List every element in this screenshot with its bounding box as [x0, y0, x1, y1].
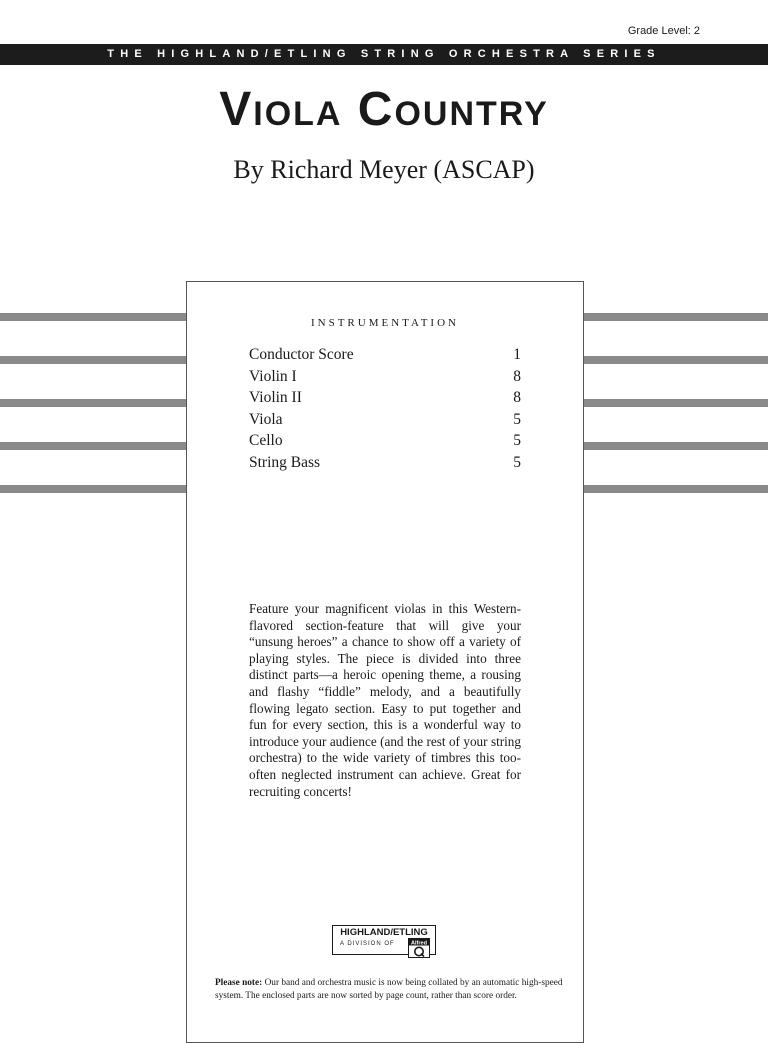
instrument-row — [249, 430, 521, 452]
instrument-count: 5 — [513, 432, 521, 449]
instrument-name: Violin I — [249, 367, 297, 385]
staff-line — [0, 485, 186, 493]
instrument-row — [249, 452, 521, 474]
publisher-logo — [332, 925, 436, 965]
page-title: Viola Country — [219, 83, 549, 136]
staff-line — [0, 313, 186, 321]
info-panel — [186, 281, 584, 1043]
staff-line — [584, 442, 768, 450]
staff-line — [584, 399, 768, 407]
note-label: Please note: — [215, 978, 263, 988]
staff-line — [0, 356, 186, 364]
logo-division-text: A DIVISION OF — [340, 941, 395, 947]
instrument-row — [249, 409, 521, 431]
grade-level: Grade Level: 2 — [627, 25, 700, 37]
staff-line — [584, 485, 768, 493]
composer-byline: By Richard Meyer (ASCAP) — [233, 155, 535, 184]
instrument-row — [249, 366, 521, 388]
please-note — [215, 977, 565, 1002]
instrument-name: Viola — [249, 410, 283, 428]
instrument-count: 1 — [513, 346, 521, 363]
instrumentation-heading: INSTRUMENTATION — [310, 317, 459, 329]
staff-line — [584, 313, 768, 321]
instrument-name: Conductor Score — [249, 346, 354, 363]
staff-line — [584, 356, 768, 364]
instrument-count: 8 — [513, 367, 521, 385]
instrument-row — [249, 344, 521, 366]
staff-line — [0, 442, 186, 450]
instrument-name: String Bass — [249, 453, 321, 471]
instrument-count: 5 — [513, 410, 521, 428]
instrument-name: Cello — [249, 432, 283, 449]
instrument-row — [249, 387, 521, 409]
staff-line — [0, 399, 186, 407]
instrumentation-list — [249, 344, 521, 473]
instrument-count: 5 — [513, 453, 521, 471]
instrument-count: 8 — [513, 389, 521, 406]
note-text: Our band and orchestra music is now being collated by an automatic high-speed system. The enclosed parts are now sorted by page count, rather than score order. — [215, 978, 563, 1001]
piece-description: Feature your magnificent violas in this Western-flavored section-feature that will give your “unsung heroes” a chance to show off a variety of playing styles. The piece is divided into three distinct parts—a heroic opening theme, a rousing and flashy “fiddle” melody, and a beautifully flowing legato section. Easy to put together and fun for every section, this is a wonderful way to introduce your audience (and the rest of your string orchestra) to the wide variety of timbres this too-often neglected instrument can achieve. Great for recruiting concerts! — [249, 601, 521, 799]
badge-label: Alfred — [411, 940, 427, 947]
instrument-name: Violin II — [249, 389, 302, 406]
logo-wordmark: HIGHLAND/ETLING — [340, 927, 428, 938]
alfred-badge-icon — [408, 938, 430, 958]
series-banner: THE HIGHLAND/ETLING STRING ORCHESTRA SERIES — [0, 44, 768, 65]
